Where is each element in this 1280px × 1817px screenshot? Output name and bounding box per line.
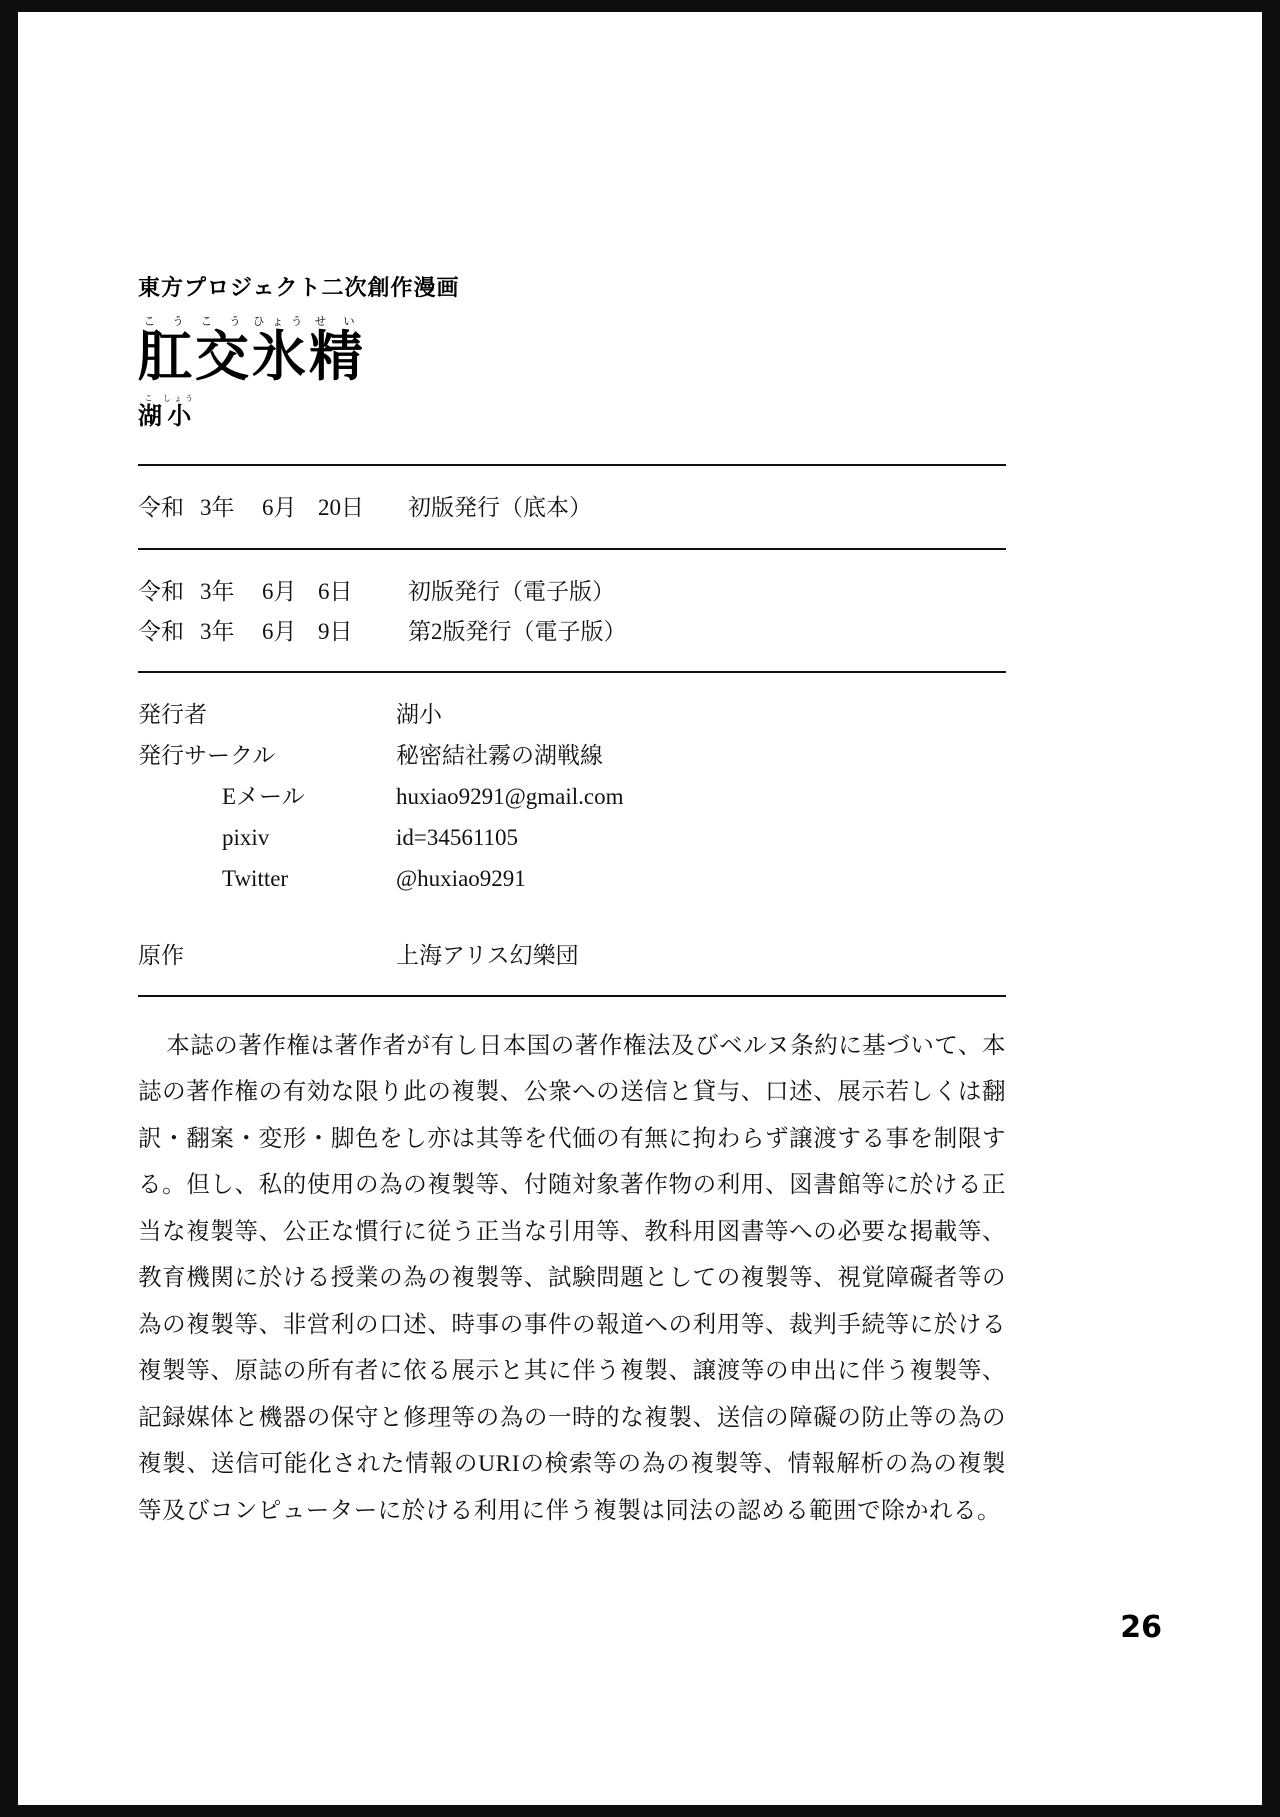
title-char-3-base: 氷 bbox=[252, 325, 309, 389]
info-label: Twitter bbox=[222, 865, 289, 891]
date-month: 6月 bbox=[262, 495, 297, 521]
info-value: 秘密結社霧の湖戦線 bbox=[396, 743, 603, 769]
page-border-right bbox=[1262, 0, 1280, 1817]
info-row-publisher bbox=[138, 695, 1006, 736]
print-date-block bbox=[138, 466, 1006, 548]
title-char-3-ruby: ひょう bbox=[252, 314, 309, 329]
author-char-1 bbox=[138, 393, 163, 430]
author-char-2-base: 小 bbox=[163, 401, 197, 430]
author-char-2 bbox=[163, 393, 197, 430]
date-year: 3年 bbox=[200, 579, 235, 604]
date-era: 令和 bbox=[138, 618, 184, 644]
date-day: 9日 bbox=[318, 618, 353, 644]
info-label: 発行サークル bbox=[138, 743, 276, 769]
page-border-bottom bbox=[0, 1805, 1280, 1817]
author-char-1-base: 湖 bbox=[138, 401, 163, 430]
author-char-2-ruby: しょう bbox=[163, 393, 197, 403]
info-label: 原作 bbox=[138, 942, 184, 968]
info-row-original-work bbox=[138, 936, 1006, 977]
date-day: 20日 bbox=[318, 495, 364, 521]
info-label: pixiv bbox=[222, 824, 270, 850]
digital-date-block bbox=[138, 550, 1006, 671]
date-row bbox=[138, 488, 1006, 528]
publisher-info-block bbox=[138, 673, 1006, 918]
title-char-2-base: 交 bbox=[195, 325, 252, 389]
author-char-1-ruby: こ bbox=[138, 393, 163, 403]
page-number: 26 bbox=[1120, 1610, 1162, 1645]
title-char-4 bbox=[309, 314, 366, 389]
copyright-notice: 本誌の著作権は著作者が有し日本国の著作権法及びベルヌ条約に基づいて、本誌の著作権の有効な限り此の複製、公衆への送信と貸与、口述、展示若しくは翻訳・翻案・変形・脚色をし亦は其等を代価の有無に拘わらず譲渡する事を制限する。但し、私的使用の為の複製等、付随対象著作物の利用、図書館等に於ける正当な複製等、公正な慣行に従う正当な引用等、教科用図書等への必要な掲載等、教育機関に於ける授業の為の複製等、試験問題としての複製等、視覚障礙者等の為の複製等、非営利の口述、時事の事件の報道への利用等、裁判手続等に於ける複製等、原誌の所有者に依る展示と其に伴う複製、譲渡等の申出に伴う複製等、記録媒体と機器の保守と修理等の為の一時的な複製、送信の障礙の防止等の為の複製、送信可能化された情報のURIの検索等の為の複製等、情報解析の為の複製等及びコンピューターに於ける利用に伴う複製は同法の認める範囲で除かれる。 bbox=[138, 1032, 1006, 1524]
email-value[interactable]: huxiao9291@gmail.com bbox=[396, 783, 624, 809]
info-label: 発行者 bbox=[138, 702, 207, 728]
title-char-2 bbox=[195, 314, 252, 389]
date-description: 第2版発行（電子版） bbox=[408, 618, 627, 644]
date-day: 6日 bbox=[318, 579, 353, 604]
page-border-left bbox=[0, 0, 18, 1817]
title-char-4-ruby: せい bbox=[309, 314, 366, 329]
date-month: 6月 bbox=[262, 618, 297, 644]
date-description: 初版発行（電子版） bbox=[408, 579, 615, 604]
spacer-above-first-rule bbox=[138, 430, 1006, 464]
title-char-1 bbox=[138, 314, 195, 389]
date-year: 3年 bbox=[200, 495, 235, 521]
title-char-3 bbox=[252, 314, 309, 389]
twitter-value[interactable]: @huxiao9291 bbox=[396, 865, 526, 891]
series-label: 東方プロジェクト二次創作漫画 bbox=[138, 276, 460, 301]
info-row-twitter bbox=[138, 859, 1006, 900]
info-value: 湖小 bbox=[396, 702, 442, 728]
author-byline bbox=[138, 394, 1006, 431]
info-row-pixiv bbox=[138, 818, 1006, 859]
title-char-1-ruby: こう bbox=[138, 314, 195, 329]
date-year: 3年 bbox=[200, 618, 235, 644]
date-era: 令和 bbox=[138, 579, 184, 604]
info-row-circle bbox=[138, 736, 1006, 777]
date-month: 6月 bbox=[262, 579, 297, 604]
info-label: Eメール bbox=[222, 783, 305, 809]
page-sheet bbox=[18, 12, 1262, 1805]
title-char-1-base: 肛 bbox=[138, 325, 195, 389]
title-char-2-ruby: こう bbox=[195, 314, 252, 329]
date-row bbox=[138, 572, 1006, 612]
colophon-content bbox=[138, 277, 1006, 1534]
pixiv-value[interactable]: id=34561105 bbox=[396, 824, 519, 850]
date-row bbox=[138, 612, 1006, 652]
date-era: 令和 bbox=[138, 495, 184, 521]
page-title bbox=[138, 315, 1006, 387]
title-char-4-base: 精 bbox=[309, 325, 366, 389]
info-value: 上海アリス幻樂団 bbox=[396, 942, 579, 968]
page-border-top bbox=[0, 0, 1280, 12]
info-row-email bbox=[138, 777, 1006, 818]
date-description: 初版発行（底本） bbox=[408, 495, 592, 521]
original-work-block bbox=[138, 918, 1006, 995]
